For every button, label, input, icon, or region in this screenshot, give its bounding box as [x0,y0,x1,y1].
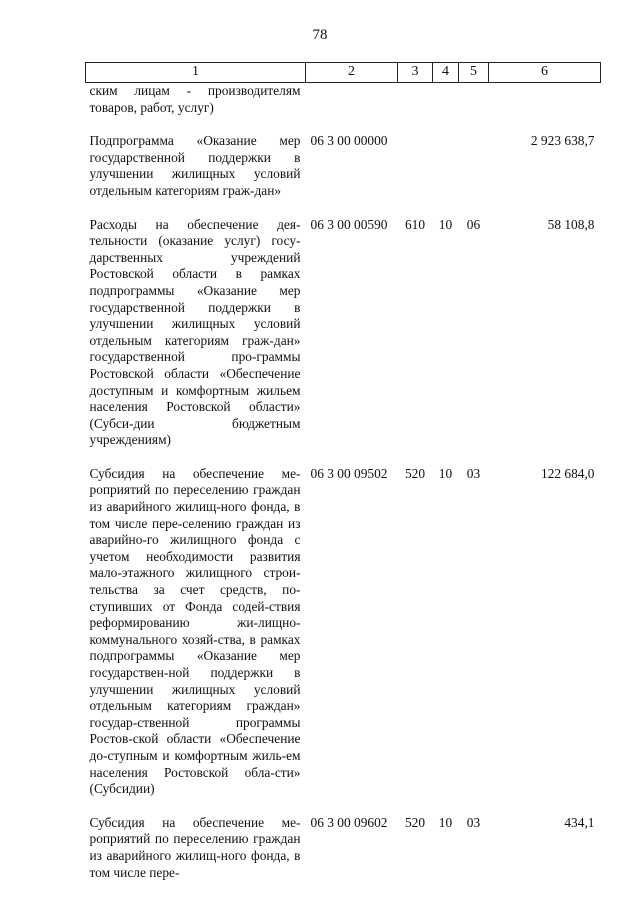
col-header-4: 4 [433,63,459,83]
row-target-code [306,83,398,117]
row-section: 10 [438,814,453,830]
table-row [86,217,601,449]
col-header-2: 2 [306,63,398,83]
row-spacer [86,200,601,217]
row-expense-type: 520 [404,465,426,481]
row-section: 10 [438,465,453,481]
row-amount [489,83,601,117]
table-row [86,133,601,199]
row-expense-type [398,83,433,117]
table-header-row [86,63,601,83]
row-target-code: 06 3 00 09502 [310,465,388,481]
row-amount: 2 923 638,7 [530,133,595,149]
row-amount: 122 684,0 [540,465,595,481]
row-section: 10 [438,216,453,232]
row-name: Расходы на обеспечение дея-тельности (оказание услуг) госу-дарственных учреждений Ростовской области в рамках подпрограммы «Оказание мер государственной поддержки в улучшении жилищных условий отдельным категориям граж-дан» государственной про-граммы Ростовской области «Обеспечение доступным и комфортным жильем населения Ростовской области» (Субси-дии бюджетным учреждениям) [89,216,301,448]
row-spacer [86,449,601,466]
col-header-3: 3 [398,63,433,83]
col-header-6: 6 [489,63,601,83]
row-name: Субсидия на обеспечение ме-роприятий по переселению граждан из аварийного жилищ-ного фонда, в том числе пере- [89,814,301,880]
budget-table [85,62,601,881]
row-name: Субсидия на обеспечение ме-роприятий по переселению граждан из аварийного жилищ-ного фонда, в том числе пере-селению граждан из аварийно-го жилищного фонда с учетом необходимости развития мало-этажного жилищного строи-тельства за счет средств, по-ступивших от Фонда содей-ствия реформированию жи-лищно-коммунального хозяй-ства, в рамках подпрограммы «Оказание мер государствен-ной поддержки в улучшении жилищных условий отдельным категориям граждан» государ-ственной программы Ростов-ской области «Обеспечение до-ступным и комфортным жиль-ем населения Ростовской обла-сти» (Субсидии) [89,465,301,797]
col-header-5: 5 [459,63,489,83]
row-subsection [459,133,489,199]
row-subsection: 03 [466,814,481,830]
row-name: Подпрограмма «Оказание мер государственной поддержки в улучшении жилищных условий отдельным категориям граж-дан» [89,133,301,198]
row-spacer [86,798,601,815]
row-section [433,83,459,117]
row-subsection [459,83,489,117]
row-subsection: 03 [466,465,481,481]
table-row [86,815,601,881]
row-amount: 58 108,8 [547,216,595,232]
page-number: 78 [312,27,328,43]
col-header-1: 1 [86,63,306,83]
row-name: ским лицам - производителям товаров, работ, услуг) [89,83,301,115]
row-section [433,133,459,199]
row-expense-type: 520 [404,814,426,830]
row-amount: 434,1 [564,814,595,830]
table-row [86,83,601,117]
table-row [86,466,601,798]
row-subsection: 06 [466,216,481,232]
row-expense-type [398,133,433,199]
row-target-code: 06 3 00 09602 [310,814,388,830]
row-expense-type: 610 [404,216,426,232]
row-spacer [86,116,601,133]
row-target-code: 06 3 00 00590 [310,216,388,232]
row-target-code: 06 3 00 00000 [310,133,388,149]
